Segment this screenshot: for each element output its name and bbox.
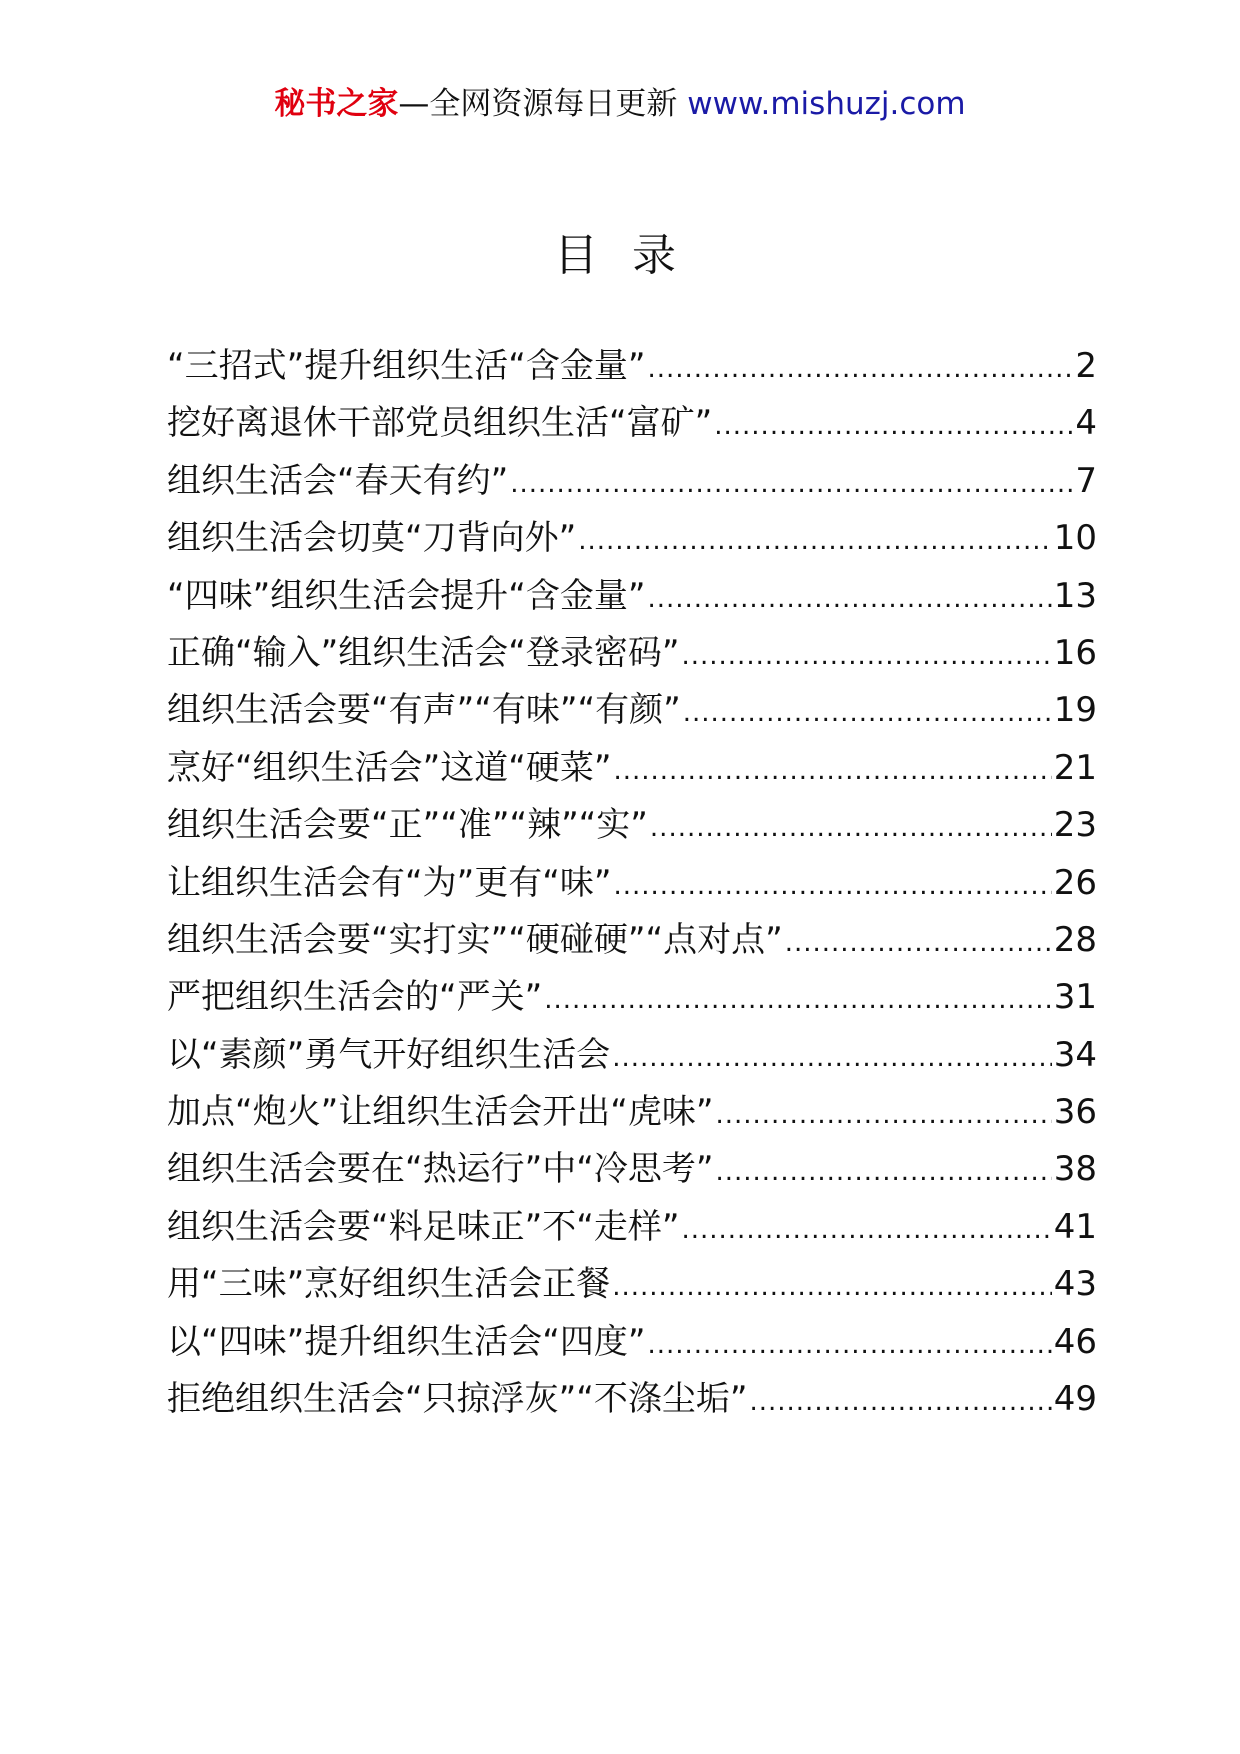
toc-entry-page: 26 xyxy=(1053,862,1097,903)
toc-entry-page: 10 xyxy=(1053,518,1097,559)
toc-entry-title: 挖好离退休干部党员组织生活“富矿” xyxy=(167,403,713,444)
toc-entry[interactable] xyxy=(167,510,1097,567)
toc-entry-title: “三招式”提升组织生活“含金量” xyxy=(167,346,646,386)
toc-dot-leader xyxy=(681,1202,1051,1259)
table-of-contents xyxy=(167,338,1097,1428)
toc-entry-page: 4 xyxy=(1075,403,1097,444)
toc-entry[interactable] xyxy=(167,1256,1097,1313)
toc-title: 目 录 xyxy=(554,230,686,281)
toc-entry[interactable] xyxy=(167,338,1097,395)
toc-entry-title: 正确“输入”组织生活会“登录密码” xyxy=(167,632,680,673)
toc-entry-title: 组织生活会要“料足味正”不“走样” xyxy=(167,1206,680,1247)
toc-dot-leader xyxy=(714,398,1073,455)
toc-entry[interactable] xyxy=(167,395,1097,452)
toc-dot-leader xyxy=(681,628,1051,685)
toc-entry[interactable] xyxy=(167,855,1097,912)
toc-entry[interactable] xyxy=(167,1199,1097,1256)
toc-entry[interactable] xyxy=(167,568,1097,625)
site-url-link[interactable]: www.mishuzj.com xyxy=(687,86,966,122)
toc-dot-leader xyxy=(612,1259,1052,1316)
toc-entry-page: 16 xyxy=(1053,632,1097,673)
toc-entry-page: 38 xyxy=(1053,1149,1097,1190)
toc-entry-page: 46 xyxy=(1053,1321,1097,1362)
toc-dot-leader xyxy=(613,743,1051,800)
site-tagline: —全网资源每日更新 xyxy=(398,86,688,122)
toc-entry-title: 组织生活会要“有声”“有味”“有颜” xyxy=(167,690,681,731)
toc-dot-leader xyxy=(647,571,1051,628)
toc-entry-title: 加点“炮火”让组织生活会开出“虎味” xyxy=(167,1092,714,1133)
toc-entry-page: 23 xyxy=(1053,805,1097,846)
toc-entry-page: 31 xyxy=(1053,977,1097,1018)
toc-entry-title: “四味”组织生活会提升“含金量” xyxy=(167,575,646,616)
toc-dot-leader xyxy=(612,1030,1052,1087)
toc-entry[interactable] xyxy=(167,453,1097,510)
toc-entry-title: 严把组织生活会的“严关” xyxy=(167,977,543,1018)
toc-entry-title: 以“素颜”勇气开好组织生活会 xyxy=(167,1034,611,1075)
toc-entry[interactable] xyxy=(167,682,1097,739)
toc-dot-leader xyxy=(785,915,1052,972)
toc-entry-page: 28 xyxy=(1053,919,1097,960)
toc-entry[interactable] xyxy=(167,1141,1097,1198)
toc-entry-page: 13 xyxy=(1053,575,1097,616)
toc-entry[interactable] xyxy=(167,1314,1097,1371)
toc-entry[interactable] xyxy=(167,969,1097,1026)
toc-entry-title: 以“四味”提升组织生活会“四度” xyxy=(167,1321,646,1362)
toc-entry[interactable] xyxy=(167,912,1097,969)
toc-dot-leader xyxy=(510,456,1073,513)
toc-dot-leader xyxy=(683,685,1052,742)
toc-entry-title: 用“三味”烹好组织生活会正餐 xyxy=(167,1264,611,1305)
toc-entry-page: 49 xyxy=(1053,1379,1097,1420)
toc-entry[interactable] xyxy=(167,740,1097,797)
toc-entry[interactable] xyxy=(167,797,1097,854)
toc-entry[interactable] xyxy=(167,1371,1097,1428)
toc-entry-title: 组织生活会要在“热运行”中“冷思考” xyxy=(167,1149,714,1190)
toc-dot-leader xyxy=(613,858,1051,915)
toc-entry-title: 组织生活会要“正”“准”“辣”“实” xyxy=(167,805,648,846)
toc-entry[interactable] xyxy=(167,1027,1097,1084)
toc-entry-title: 烹好“组织生活会”这道“硬菜” xyxy=(167,747,612,788)
toc-entry-page: 7 xyxy=(1075,460,1097,501)
toc-entry-page: 21 xyxy=(1053,747,1097,788)
site-brand: 秘书之家 xyxy=(274,86,399,122)
toc-entry[interactable] xyxy=(167,625,1097,682)
toc-entry[interactable] xyxy=(167,1084,1097,1141)
toc-entry-title: 让组织生活会有“为”更有“味” xyxy=(167,862,612,903)
toc-entry-page: 19 xyxy=(1053,690,1097,731)
toc-entry-page: 41 xyxy=(1053,1206,1097,1247)
toc-dot-leader xyxy=(650,800,1052,857)
toc-entry-title: 拒绝组织生活会“只掠浮灰”“不涤尘垢” xyxy=(167,1379,748,1420)
toc-entry-title: 组织生活会“春天有约” xyxy=(167,460,509,501)
toc-entry-page: 36 xyxy=(1053,1092,1097,1133)
toc-entry-title: 组织生活会要“实打实”“硬碰硬”“点对点” xyxy=(167,919,783,960)
toc-entry-title: 组织生活会切莫“刀背向外” xyxy=(167,518,577,559)
toc-entry-page: 34 xyxy=(1053,1034,1097,1075)
toc-dot-leader xyxy=(544,972,1052,1029)
toc-dot-leader xyxy=(715,1087,1051,1144)
toc-dot-leader xyxy=(647,1317,1051,1374)
site-header xyxy=(0,84,1240,124)
toc-dot-leader xyxy=(749,1374,1051,1431)
toc-dot-leader xyxy=(715,1144,1051,1201)
toc-entry-page: 2 xyxy=(1075,346,1097,386)
toc-entry-page: 43 xyxy=(1053,1264,1097,1305)
toc-dot-leader xyxy=(578,513,1052,570)
toc-dot-leader xyxy=(647,341,1073,398)
